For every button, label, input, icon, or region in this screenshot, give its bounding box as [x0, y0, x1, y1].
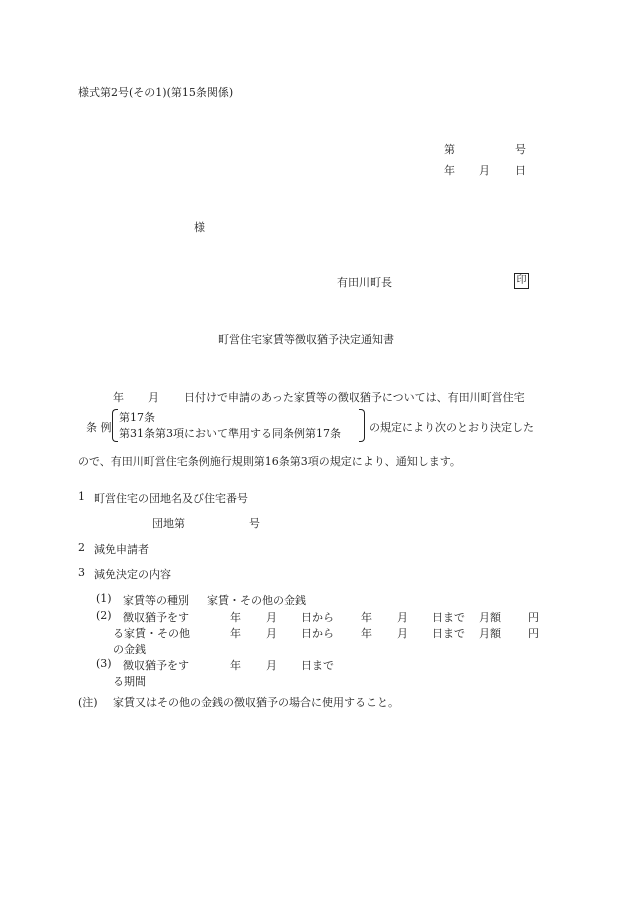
detail2-number: (2)	[96, 609, 112, 622]
detail2-row1-amount: 月額	[479, 611, 501, 624]
detail2-row2-yen: 円	[528, 627, 539, 640]
item3-text: 減免決定の内容	[94, 568, 171, 581]
detail2-row2-to-year: 年	[361, 627, 372, 640]
detail1-label: 家賃等の種別	[123, 594, 189, 607]
body-after-bracket: の規定により次のとおり決定した	[369, 421, 534, 434]
body-month: 月	[148, 391, 159, 404]
option-article-17: 第17条	[119, 411, 155, 424]
item3-number: 3	[78, 566, 85, 579]
body-year: 年	[113, 391, 124, 404]
detail2-row2-to-month: 月	[397, 627, 408, 640]
note-text: 家賃又はその他の金銭の徴収猶予の場合に使用すること。	[113, 696, 399, 709]
doc-number-go: 号	[515, 143, 526, 156]
detail2-row1-year: 年	[230, 611, 241, 624]
detail3-number: (3)	[96, 657, 112, 670]
date-year: 年	[444, 164, 455, 177]
right-bracket	[359, 409, 365, 442]
detail1-number: (1)	[96, 592, 112, 605]
item1-danchi: 団地第	[152, 517, 185, 530]
detail3-label-line1: 徴収猶予をす	[123, 659, 189, 672]
doc-number-dai: 第	[444, 143, 455, 156]
left-bracket	[112, 409, 118, 442]
detail3-month: 月	[266, 659, 277, 672]
detail3-label-line2: る期間	[113, 675, 146, 688]
option-article-31: 第31条第3項において準用する同条例第17条	[119, 427, 341, 440]
detail3-until: 日まで	[301, 659, 334, 672]
detail2-row2-year: 年	[230, 627, 241, 640]
item1-go: 号	[249, 517, 260, 530]
document-title: 町営住宅家賃等徴収猶予決定通知書	[218, 333, 394, 346]
detail2-row1-to: 日まで	[432, 611, 465, 624]
issuer-name: 有田川町長	[337, 276, 392, 289]
item2-text: 減免申請者	[94, 543, 149, 556]
body-line3-text: ので、有田川町営住宅条例施行規則第16条第3項の規定により、通知します。	[78, 455, 461, 468]
detail2-row1-month: 月	[266, 611, 277, 624]
detail2-label-line1: 徴収猶予をす	[123, 611, 189, 624]
item1-text: 町営住宅の団地名及び住宅番号	[94, 492, 248, 505]
detail2-row2-to: 日まで	[432, 627, 465, 640]
detail2-row1-to-month: 月	[397, 611, 408, 624]
date-day: 日	[515, 164, 526, 177]
detail1-value: 家賃・その他の金銭	[207, 594, 306, 607]
detail2-row2-amount: 月額	[479, 627, 501, 640]
jorei-label: 条 例	[86, 421, 112, 434]
detail2-row1-from: 日から	[301, 611, 334, 624]
detail2-label-line2: る家賃・その他	[113, 627, 190, 640]
body-line1-text: 日付けで申請のあった家賃等の徴収猶予については、有田川町営住宅	[184, 391, 525, 404]
item1-number: 1	[78, 490, 85, 503]
detail2-row2-month: 月	[266, 627, 277, 640]
note-mark: (注)	[78, 696, 98, 709]
detail2-row1-to-year: 年	[361, 611, 372, 624]
item2-number: 2	[78, 541, 85, 554]
detail3-year: 年	[230, 659, 241, 672]
detail2-label-line3: の金銭	[113, 643, 146, 656]
date-month: 月	[479, 164, 490, 177]
seal-mark: 印	[514, 273, 529, 289]
recipient-suffix: 様	[194, 221, 205, 234]
detail2-row2-from: 日から	[301, 627, 334, 640]
detail2-row1-yen: 円	[528, 611, 539, 624]
form-header: 様式第2号(その1)(第15条関係)	[78, 86, 234, 99]
